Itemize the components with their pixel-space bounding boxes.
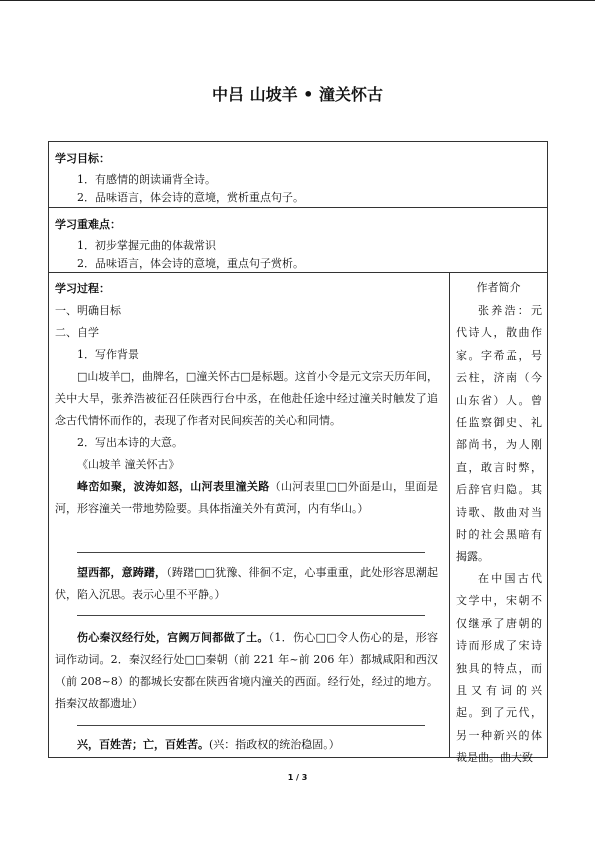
poem-line-1-note: （山河表里□□外面是山，里面是河，形容潼关一带地势险要。具体指潼关外有黄河，内有华山。）	[55, 480, 439, 515]
header-rule	[0, 0, 595, 1]
poem-line-1	[55, 476, 438, 520]
poem-line-3-text: 伤心秦汉经行处，宫阙万间都做了土。	[77, 631, 269, 644]
key-points-section	[49, 208, 547, 273]
key-point-item: 2．品味语言，体会诗的意境，重点句子赏析。	[77, 257, 304, 270]
literature-history-paragraph: 在中国古代文学中，宋朝不仅继承了唐朝的诗而形成了宋诗独具的特点，而且又有词的兴起。到了元代，另一种新兴的体裁是曲。曲大致	[456, 572, 542, 765]
background-paragraph: □山坡羊□，曲牌名，□潼关怀古□是标题。这首小令是元文宗天历年间，关中大旱，张养浩被征召任陕西行台中丞，在他赴任途中经过潼关时触发了追念古代情怀而作的，表现了作者对民间疾苦的关心和同情。	[55, 370, 438, 427]
author-bio-paragraph: 张养浩：元代诗人，散曲作家。字希孟，号云柱，济南（今山东省）人。曾任监察御史、礼部尚书，为人刚直，敢言时弊，后辞官归隐。其诗歌、散曲对当时的社会黑暗有揭露。	[456, 304, 542, 564]
subheading-meaning: 2．写出本诗的大意。	[77, 436, 183, 449]
poem-line-2-text: 望西都，意踌躇，	[77, 566, 167, 579]
answer-line	[77, 615, 425, 616]
study-sheet-table	[48, 141, 548, 765]
key-point-item: 1．初步掌握元曲的体裁常识	[77, 239, 216, 252]
poem-line-2-note: （踌躇□□犹豫、徘徊不定，心事重重，此处形容思潮起伏，陷入沉思。表示心里不平静。）	[55, 566, 438, 601]
poem-title: 《山坡羊 潼关怀古》	[77, 458, 180, 471]
step-clarify-goals: 一、明确目标	[55, 304, 121, 317]
page-title: 中吕 山坡羊 • 潼关怀古	[212, 85, 383, 104]
author-heading: 作者简介	[476, 281, 521, 294]
goals-section	[49, 142, 547, 208]
answer-line	[77, 552, 425, 553]
author-sidebar	[450, 273, 547, 765]
poem-line-4-text: 兴，百姓苦；亡，百姓苦。	[77, 738, 209, 751]
answer-line	[77, 725, 425, 726]
poem-line-4-note: (兴：指政权的统治稳固。）	[209, 738, 340, 751]
poem-line-3-note: （1．伤心□□令人伤心的是，形容词作动词。2．秦汉经行处□□秦朝（前 221 年~前 206 年）都城咸阳和西汉（前 208~8）的都城长安都在陕西省境内潼关的西面。经行处，经过的地方。指秦汉故都遗址）	[55, 631, 438, 710]
process-heading: 学习过程：	[55, 282, 110, 295]
poem-line-1-text: 峰峦如聚，波涛如怒，山河表里潼关路	[77, 480, 270, 493]
poem-line-3	[55, 627, 438, 715]
page-number: 1 / 3	[287, 773, 308, 782]
goal-item: 2．品味语言，体会诗的意境，赏析重点句子。	[77, 191, 304, 204]
goal-item: 1．有感情的朗读诵背全诗。	[77, 173, 216, 186]
step-self-study: 二、自学	[55, 326, 99, 339]
poem-line-2	[55, 562, 438, 606]
subheading-background: 1．写作背景	[77, 348, 139, 361]
poem-line-4	[77, 734, 340, 756]
process-section	[49, 273, 450, 757]
key-points-heading: 学习重难点：	[55, 218, 121, 231]
goals-heading: 学习目标：	[55, 152, 110, 165]
